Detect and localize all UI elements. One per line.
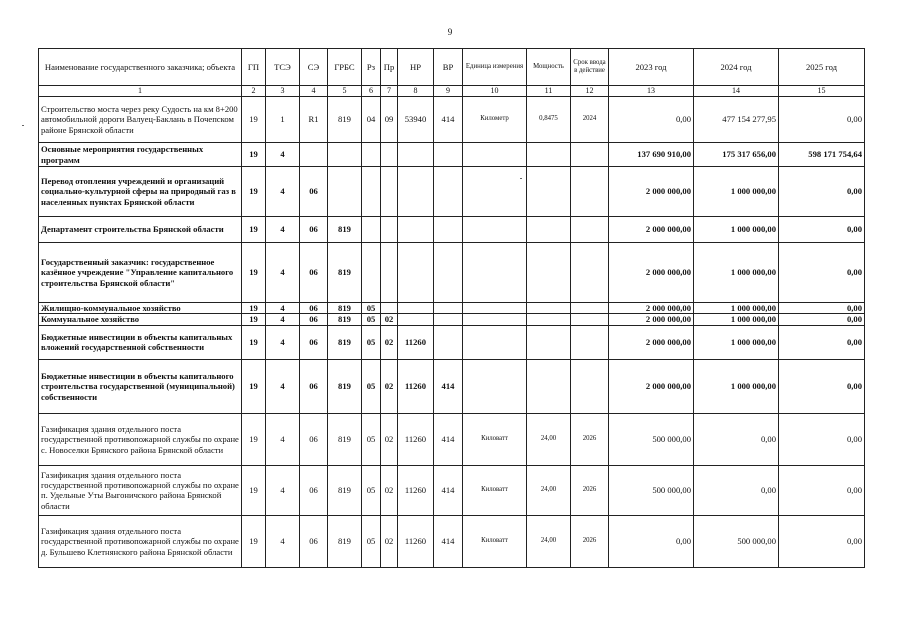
table-cell: 19 [242,359,266,413]
table-cell: 175 317 656,00 [694,143,779,167]
table-cell: R1 [300,97,328,143]
table-cell: 05 [362,325,381,359]
table-cell: 414 [434,413,463,465]
table-cell: Киловатт [463,413,527,465]
column-number: 12 [571,86,609,97]
table-cell: 414 [434,465,463,515]
table-cell: 19 [242,314,266,325]
table-cell: 02 [381,314,398,325]
table-row [39,413,865,465]
table-cell: 2026 [571,413,609,465]
table-cell [571,243,609,303]
table-cell [434,243,463,303]
table-cell: 19 [242,97,266,143]
table-cell [527,143,571,167]
table-cell [527,217,571,243]
table-cell: 0,00 [779,97,865,143]
table-cell: 19 [242,515,266,567]
table-cell: 819 [328,465,362,515]
table-cell [362,217,381,243]
column-number: 5 [328,86,362,97]
column-number: 4 [300,86,328,97]
table-cell: 09 [381,97,398,143]
table-cell: 24,00 [527,465,571,515]
table-cell: 06 [300,465,328,515]
table-cell: 819 [328,217,362,243]
scan-mark [520,178,522,179]
table-cell: 414 [434,97,463,143]
table-cell [362,243,381,303]
object-name-cell: Бюджетные инвестиции в объекты капитального строительства государственной (муниципальной) собственности [39,359,242,413]
object-name-cell: Газификация здания отдельного поста государственной противопожарной службы по охране с. Новоселки Брянского района Брянской области [39,413,242,465]
table-cell [381,303,398,314]
table-cell [434,167,463,217]
table-cell: 02 [381,413,398,465]
table-cell: 2026 [571,465,609,515]
table-cell: 0,00 [694,413,779,465]
table-cell: 19 [242,465,266,515]
table-cell [398,303,434,314]
table-cell: 1 000 000,00 [694,359,779,413]
table-cell [527,325,571,359]
table-cell [463,217,527,243]
table-cell: 05 [362,359,381,413]
table-cell [463,314,527,325]
table-cell [434,217,463,243]
header-cell: ГРБС [328,49,362,86]
table-cell: 53940 [398,97,434,143]
table-cell: 1 000 000,00 [694,243,779,303]
object-name-cell: Коммунальное хозяйство [39,314,242,325]
table-cell: 0,00 [609,515,694,567]
table-cell: 19 [242,167,266,217]
table-cell: 4 [266,465,300,515]
table-cell: 19 [242,217,266,243]
table-row [39,143,865,167]
object-name-cell: Государственный заказчик: государственное казённое учреждение "Управление капитального строительства Брянской области" [39,243,242,303]
header-cell: Пр [381,49,398,86]
table-cell: Киловатт [463,465,527,515]
table-cell [463,167,527,217]
object-name-cell: Газификация здания отдельного поста государственной противопожарной службы по охране п. Удельные Уты Выгоничского района Брянской области [39,465,242,515]
table-cell: 2 000 000,00 [609,303,694,314]
table-cell [328,167,362,217]
table-row [39,303,865,314]
table-cell: 2026 [571,515,609,567]
table-row [39,217,865,243]
table-cell: 0,00 [779,217,865,243]
table-cell: 1 000 000,00 [694,303,779,314]
header-row [39,49,865,86]
header-cell: 2025 год [779,49,865,86]
column-number-row [39,86,865,97]
table-cell: 06 [300,243,328,303]
table-cell [463,143,527,167]
table-cell: 06 [300,167,328,217]
table-cell [571,217,609,243]
table-cell: 4 [266,243,300,303]
table-cell: 819 [328,359,362,413]
table-cell: 0,00 [779,325,865,359]
header-cell: ГП [242,49,266,86]
table-cell: 4 [266,413,300,465]
table-cell: 0,00 [779,359,865,413]
table-cell: 11260 [398,359,434,413]
table-cell: Километр [463,97,527,143]
table-cell [434,314,463,325]
table-cell: 4 [266,325,300,359]
table-cell [571,143,609,167]
table-cell [527,167,571,217]
table-cell: 19 [242,143,266,167]
table-cell: 1 [266,97,300,143]
table-cell: 04 [362,97,381,143]
table-cell: 11260 [398,413,434,465]
table-cell [571,314,609,325]
scan-mark [22,125,24,126]
table-row [39,325,865,359]
table-cell: 4 [266,515,300,567]
table-cell: 11260 [398,515,434,567]
table-cell: 4 [266,314,300,325]
table-cell: 19 [242,325,266,359]
header-cell: НР [398,49,434,86]
table-cell: 819 [328,243,362,303]
table-cell [527,314,571,325]
table-cell: 11260 [398,465,434,515]
table-cell: 02 [381,325,398,359]
table-cell [362,143,381,167]
table-row [39,243,865,303]
table-cell: 0,00 [779,303,865,314]
column-number: 8 [398,86,434,97]
table-cell: 0,00 [694,465,779,515]
table-cell [381,143,398,167]
table-cell: 06 [300,413,328,465]
header-cell: Наименование государственного заказчика; объекта [39,49,242,86]
table-cell: 2 000 000,00 [609,325,694,359]
table-cell [362,167,381,217]
table-row [39,515,865,567]
table-cell: 819 [328,413,362,465]
table-row [39,314,865,325]
table-cell: 819 [328,97,362,143]
header-cell: Срок ввода в действие [571,49,609,86]
table-cell [463,325,527,359]
table-cell: 24,00 [527,515,571,567]
table-cell: 0,00 [779,413,865,465]
table-cell [571,303,609,314]
object-name-cell: Строительство моста через реку Судость на км 8+200 автомобильной дороги Валуец-Баклань в Почепском районе Брянской области [39,97,242,143]
table-cell: 2 000 000,00 [609,243,694,303]
table-row [39,97,865,143]
table-cell: 4 [266,167,300,217]
table-cell: 0,00 [779,465,865,515]
table-cell: 02 [381,515,398,567]
table-cell: 05 [362,303,381,314]
table-cell: 05 [362,515,381,567]
table-cell: 0,00 [779,243,865,303]
table-cell: Киловатт [463,515,527,567]
table-cell: 0,00 [779,167,865,217]
table-cell [463,359,527,413]
table-cell: 500 000,00 [609,465,694,515]
table-cell: 06 [300,314,328,325]
object-name-cell: Жилищно-коммунальное хозяйство [39,303,242,314]
header-cell: Рз [362,49,381,86]
table-cell: 0,00 [779,515,865,567]
table-cell: 05 [362,413,381,465]
page-number: 9 [447,27,453,37]
table-row [39,359,865,413]
table-cell [527,359,571,413]
header-cell: Мощность [527,49,571,86]
column-number: 11 [527,86,571,97]
table-cell: 19 [242,243,266,303]
table-cell [398,167,434,217]
table-cell [328,143,362,167]
table-cell [527,243,571,303]
table-cell: 05 [362,314,381,325]
table-cell: 4 [266,143,300,167]
header-cell: 2023 год [609,49,694,86]
table-cell [571,325,609,359]
table-cell: 2 000 000,00 [609,167,694,217]
table-cell: 19 [242,303,266,314]
table-cell: 2 000 000,00 [609,359,694,413]
object-name-cell: Бюджетные инвестиции в объекты капитальных вложений государственной собственности [39,325,242,359]
table-cell: 4 [266,359,300,413]
header-cell: Единица измерения [463,49,527,86]
table-cell: 2024 [571,97,609,143]
table-cell [381,243,398,303]
table-cell: 24,00 [527,413,571,465]
column-number: 14 [694,86,779,97]
table-cell: 0,00 [609,97,694,143]
table-cell: 11260 [398,325,434,359]
table-cell: 4 [266,217,300,243]
table-cell [381,167,398,217]
header-cell: ВР [434,49,463,86]
table-row [39,167,865,217]
column-number: 9 [434,86,463,97]
table-cell [434,303,463,314]
table-cell: 1 000 000,00 [694,167,779,217]
table-cell: 06 [300,303,328,314]
table-cell: 06 [300,325,328,359]
table-cell: 598 171 754,64 [779,143,865,167]
table-cell: 2 000 000,00 [609,314,694,325]
table-cell: 414 [434,359,463,413]
table-cell: 0,8475 [527,97,571,143]
table-cell: 137 690 910,00 [609,143,694,167]
table-cell [434,325,463,359]
table-cell [434,143,463,167]
table-cell [398,143,434,167]
table-cell: 05 [362,465,381,515]
table-cell [571,359,609,413]
column-number: 6 [362,86,381,97]
table-cell: 1 000 000,00 [694,314,779,325]
table-cell: 4 [266,303,300,314]
table-cell [527,303,571,314]
table-cell: 06 [300,359,328,413]
table-cell: 2 000 000,00 [609,217,694,243]
object-name-cell: Департамент строительства Брянской области [39,217,242,243]
column-number: 15 [779,86,865,97]
table-cell [398,314,434,325]
table-cell [381,217,398,243]
table-cell: 19 [242,413,266,465]
table-cell: 819 [328,515,362,567]
table-body [39,97,865,568]
table-cell: 06 [300,515,328,567]
column-number: 1 [39,86,242,97]
table-cell: 414 [434,515,463,567]
column-number: 3 [266,86,300,97]
table-cell: 500 000,00 [694,515,779,567]
table-cell: 1 000 000,00 [694,325,779,359]
table-cell: 02 [381,359,398,413]
table-cell: 02 [381,465,398,515]
object-name-cell: Газификация здания отдельного поста государственной противопожарной службы по охране д. Бульшево Клетнянского района Брянской области [39,515,242,567]
table-cell [463,303,527,314]
table-cell: 477 154 277,95 [694,97,779,143]
table-cell: 819 [328,314,362,325]
table-cell: 06 [300,217,328,243]
column-number: 2 [242,86,266,97]
table-cell: 1 000 000,00 [694,217,779,243]
table-cell [300,143,328,167]
table-cell: 819 [328,325,362,359]
header-cell: СЭ [300,49,328,86]
header-cell: 2024 год [694,49,779,86]
column-number: 13 [609,86,694,97]
table-row [39,465,865,515]
table-cell [571,167,609,217]
table-cell: 819 [328,303,362,314]
table-cell [398,217,434,243]
table-cell [398,243,434,303]
object-name-cell: Перевод отопления учреждений и организаций социально-культурной сферы на природный газ в населенных пунктах Брянской области [39,167,242,217]
column-number: 7 [381,86,398,97]
table-cell: 0,00 [779,314,865,325]
column-number: 10 [463,86,527,97]
object-name-cell: Основные мероприятия государственных программ [39,143,242,167]
table-cell: 500 000,00 [609,413,694,465]
budget-table [38,48,865,568]
header-cell: ТСЭ [266,49,300,86]
table-cell [463,243,527,303]
